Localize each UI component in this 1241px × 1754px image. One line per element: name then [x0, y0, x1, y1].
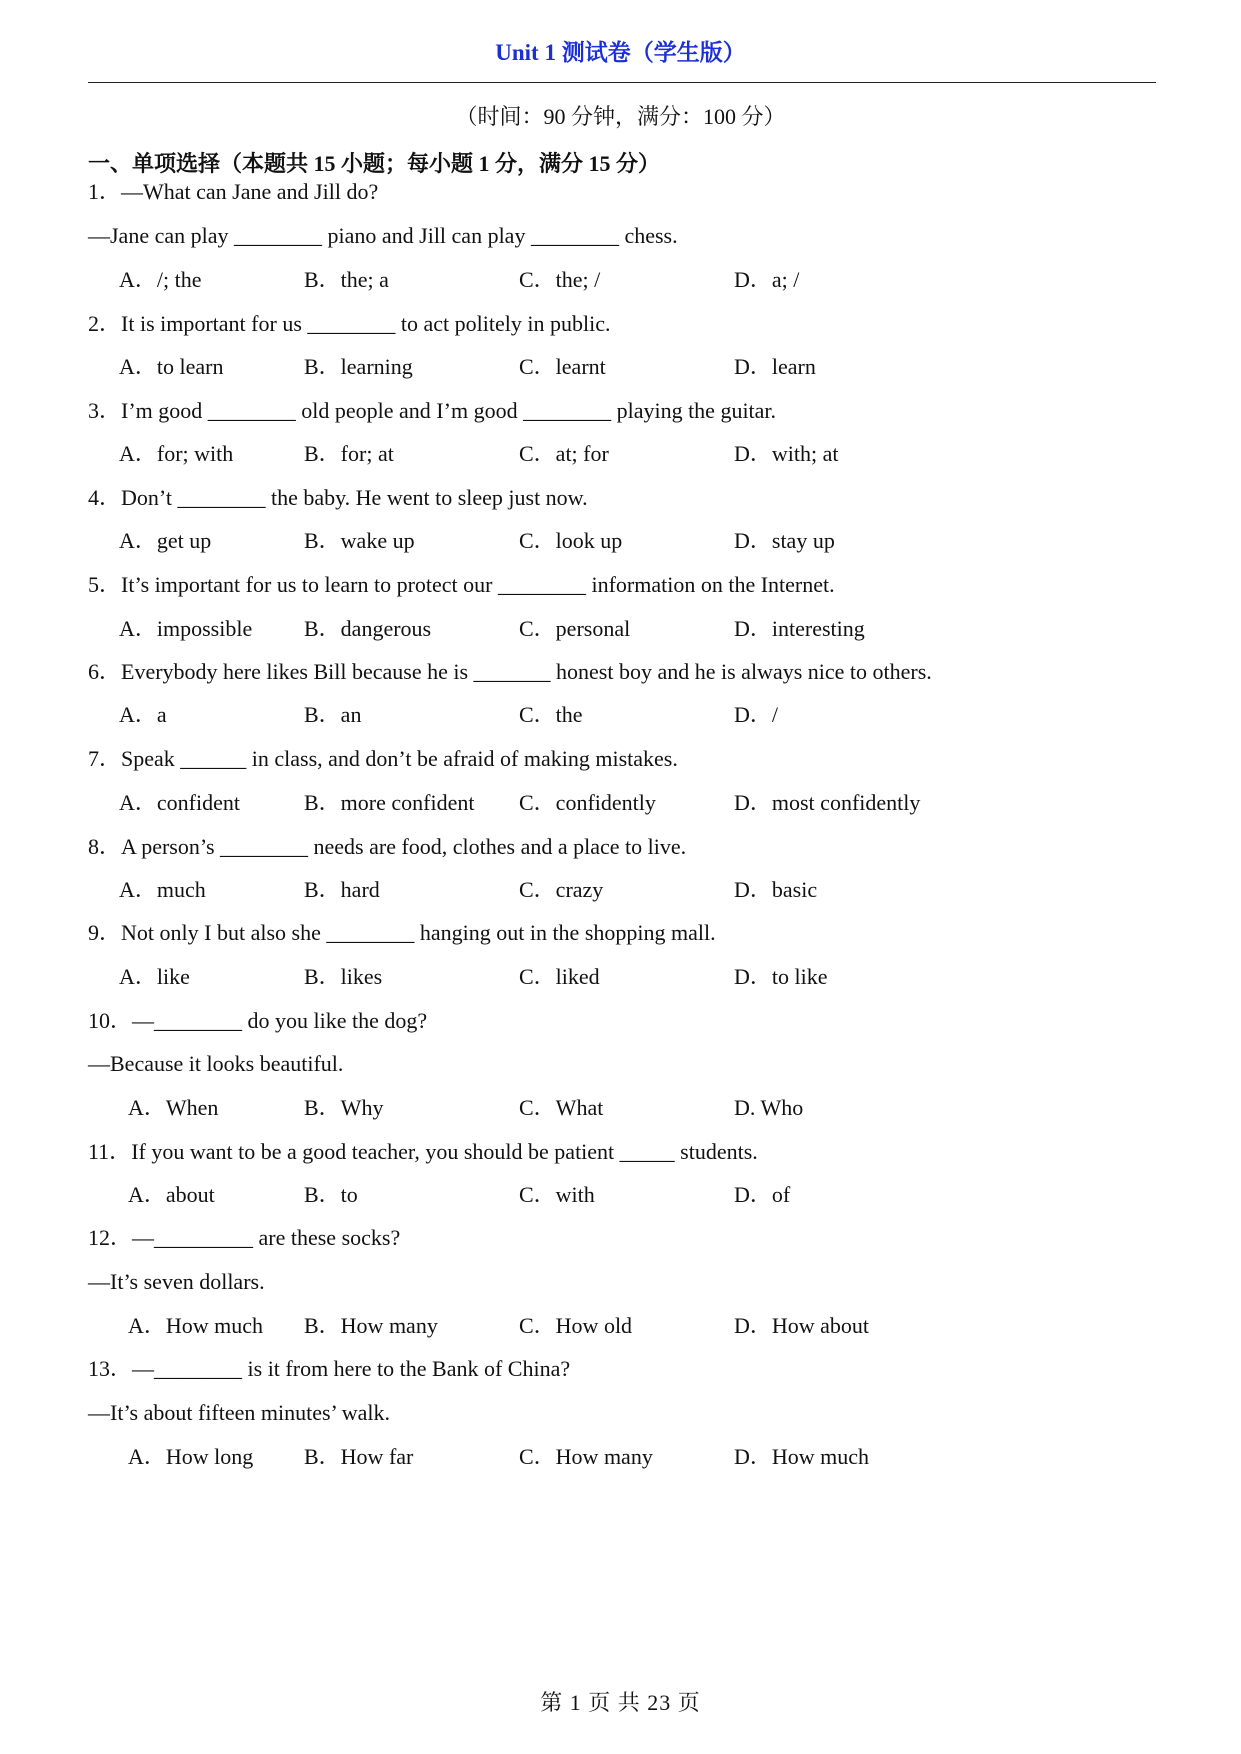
question-text: in class, and don’t be afraid of making mistakes. [246, 746, 678, 771]
question-text: —Jane can play [88, 223, 234, 248]
option-b: B．for; at [304, 441, 394, 466]
question-text: is it from here to the Bank of China? [242, 1356, 571, 1381]
option-b: B．the; a [304, 267, 389, 292]
question-number: 10． [88, 1008, 133, 1033]
option-a: A．How long [128, 1444, 254, 1469]
option-a: A．impossible [119, 616, 253, 641]
exam-info: （时间：90 分钟，满分：100 分） [455, 104, 786, 129]
option-c: C．personal [519, 616, 631, 641]
option-b: B．hard [304, 877, 380, 902]
option-b: B．an [304, 702, 362, 727]
question-text: If you want to be a good teacher, you should be patient [131, 1139, 620, 1164]
option-b: B．wake up [304, 528, 415, 553]
question-number: 1． [88, 179, 122, 204]
option-a: A．get up [119, 528, 212, 553]
question-text: students. [674, 1139, 758, 1164]
question-text: —It’s about fifteen minutes’ walk. [88, 1400, 391, 1425]
option-d: D．a; / [734, 267, 800, 292]
answer-blank: ________ [326, 920, 415, 945]
option-a: A．for; with [119, 441, 234, 466]
question-stem [88, 178, 378, 206]
option-d: D．with; at [734, 441, 839, 466]
question-text: chess. [618, 223, 678, 248]
option-a: A．/; the [119, 267, 202, 292]
answer-blank: ________ [497, 572, 586, 597]
question-number: 13． [88, 1356, 133, 1381]
option-d: D．stay up [734, 528, 835, 553]
question-stem [88, 310, 610, 338]
option-a: A．a [119, 702, 167, 727]
question-stem [88, 919, 716, 947]
option-d: D．most confidently [734, 790, 921, 815]
answer-blank: ________ [154, 1008, 243, 1033]
question-text: It is important for us [121, 311, 308, 336]
question-number: 6． [88, 659, 122, 684]
answer-blank: ________ [234, 223, 322, 248]
question-text: playing the guitar. [611, 398, 777, 423]
answer-blank: _______ [473, 659, 551, 684]
option-a: A．When [128, 1095, 219, 1120]
answer-blank: _____ [619, 1139, 675, 1164]
answer-blank: ________ [307, 311, 396, 336]
question-text: It’s important for us to learn to protect our [121, 572, 498, 597]
option-d: D．learn [734, 354, 816, 379]
question-text: do you like the dog? [242, 1008, 428, 1033]
option-d: D．basic [734, 877, 818, 902]
option-c: C．confidently [519, 790, 656, 815]
question-number: 9． [88, 920, 122, 945]
page-number: 第 1 页 共 23 页 [540, 1690, 701, 1715]
question-number: 7． [88, 746, 122, 771]
answer-blank: _________ [154, 1225, 254, 1250]
section-title: 一、单项选择（本题共 15 小题；每小题 1 分，满分 15 分） [88, 151, 661, 176]
option-c: C．How old [519, 1313, 633, 1338]
option-c: C．liked [519, 964, 600, 989]
question-text: hanging out in the shopping mall. [414, 920, 716, 945]
answer-blank: ________ [523, 398, 612, 423]
question-text: honest boy and he is always nice to others. [550, 659, 932, 684]
option-b: B．Why [304, 1095, 384, 1120]
option-b: B．learning [304, 354, 413, 379]
option-d: D．to like [734, 964, 828, 989]
option-d: D. Who [734, 1095, 804, 1120]
question-stem [88, 745, 678, 773]
option-b: B．to [304, 1182, 358, 1207]
question-text: information on the Internet. [585, 572, 835, 597]
question-text: —Because it looks beautiful. [88, 1051, 344, 1076]
question-stem [88, 397, 776, 425]
question-text: I’m good [121, 398, 208, 423]
question-text: Don’t [121, 485, 178, 510]
question-number: 5． [88, 572, 122, 597]
option-a: A．to learn [119, 354, 224, 379]
option-c: C．the; / [519, 267, 601, 292]
answer-blank: ________ [207, 398, 296, 423]
question-stem [88, 1224, 400, 1252]
option-d: D．How about [734, 1313, 870, 1338]
question-number: 12． [88, 1225, 133, 1250]
answer-blank: ________ [177, 485, 266, 510]
header-divider [88, 82, 1156, 83]
question-stem [88, 571, 835, 599]
question-text: —What can Jane and Jill do? [121, 179, 379, 204]
question-text: the baby. He went to sleep just now. [265, 485, 588, 510]
question-response [88, 222, 678, 250]
option-c: C．crazy [519, 877, 604, 902]
answer-blank: ______ [180, 746, 247, 771]
option-d: D．of [734, 1182, 791, 1207]
option-b: B．dangerous [304, 616, 432, 641]
question-text: —It’s seven dollars. [88, 1269, 265, 1294]
question-stem [88, 658, 932, 686]
question-response [88, 1399, 390, 1427]
option-b: B．more confident [304, 790, 475, 815]
question-text: Not only I but also she [121, 920, 327, 945]
option-d: D．interesting [734, 616, 865, 641]
question-text: — [132, 1356, 155, 1381]
question-text: needs are food, clothes and a place to live. [308, 834, 687, 859]
page-title: Unit 1 测试卷（学生版） [495, 40, 746, 65]
option-d: D．/ [734, 702, 779, 727]
option-c: C．look up [519, 528, 623, 553]
question-text: Speak [121, 746, 181, 771]
question-response [88, 1050, 343, 1078]
option-c: C．at; for [519, 441, 609, 466]
question-text: A person’s [121, 834, 221, 859]
answer-blank: ________ [220, 834, 309, 859]
option-a: A．How much [128, 1313, 264, 1338]
question-text: are these socks? [253, 1225, 401, 1250]
option-c: C．the [519, 702, 583, 727]
question-response [88, 1268, 265, 1296]
question-text: old people and I’m good [295, 398, 524, 423]
question-number: 8． [88, 834, 122, 859]
option-c: C．What [519, 1095, 604, 1120]
option-a: A．like [119, 964, 190, 989]
question-stem [88, 833, 686, 861]
question-number: 11． [88, 1139, 132, 1164]
question-text: piano and Jill can play [322, 223, 531, 248]
option-d: D．How much [734, 1444, 870, 1469]
option-b: B．likes [304, 964, 383, 989]
option-b: B．How far [304, 1444, 414, 1469]
option-a: A．about [128, 1182, 215, 1207]
answer-blank: ________ [530, 223, 619, 248]
question-text: Everybody here likes Bill because he is [121, 659, 474, 684]
question-number: 2． [88, 311, 122, 336]
question-stem [88, 484, 588, 512]
question-number: 3． [88, 398, 122, 423]
question-number: 4． [88, 485, 122, 510]
option-b: B．How many [304, 1313, 438, 1338]
option-a: A．much [119, 877, 206, 902]
answer-blank: ________ [154, 1356, 243, 1381]
question-text: — [132, 1225, 155, 1250]
question-stem [88, 1355, 570, 1383]
option-c: C．learnt [519, 354, 606, 379]
option-c: C．How many [519, 1444, 653, 1469]
option-a: A．confident [119, 790, 240, 815]
option-c: C．with [519, 1182, 595, 1207]
question-stem [88, 1138, 758, 1166]
question-text: to act politely in public. [395, 311, 611, 336]
question-stem [88, 1007, 427, 1035]
question-text: — [132, 1008, 155, 1033]
